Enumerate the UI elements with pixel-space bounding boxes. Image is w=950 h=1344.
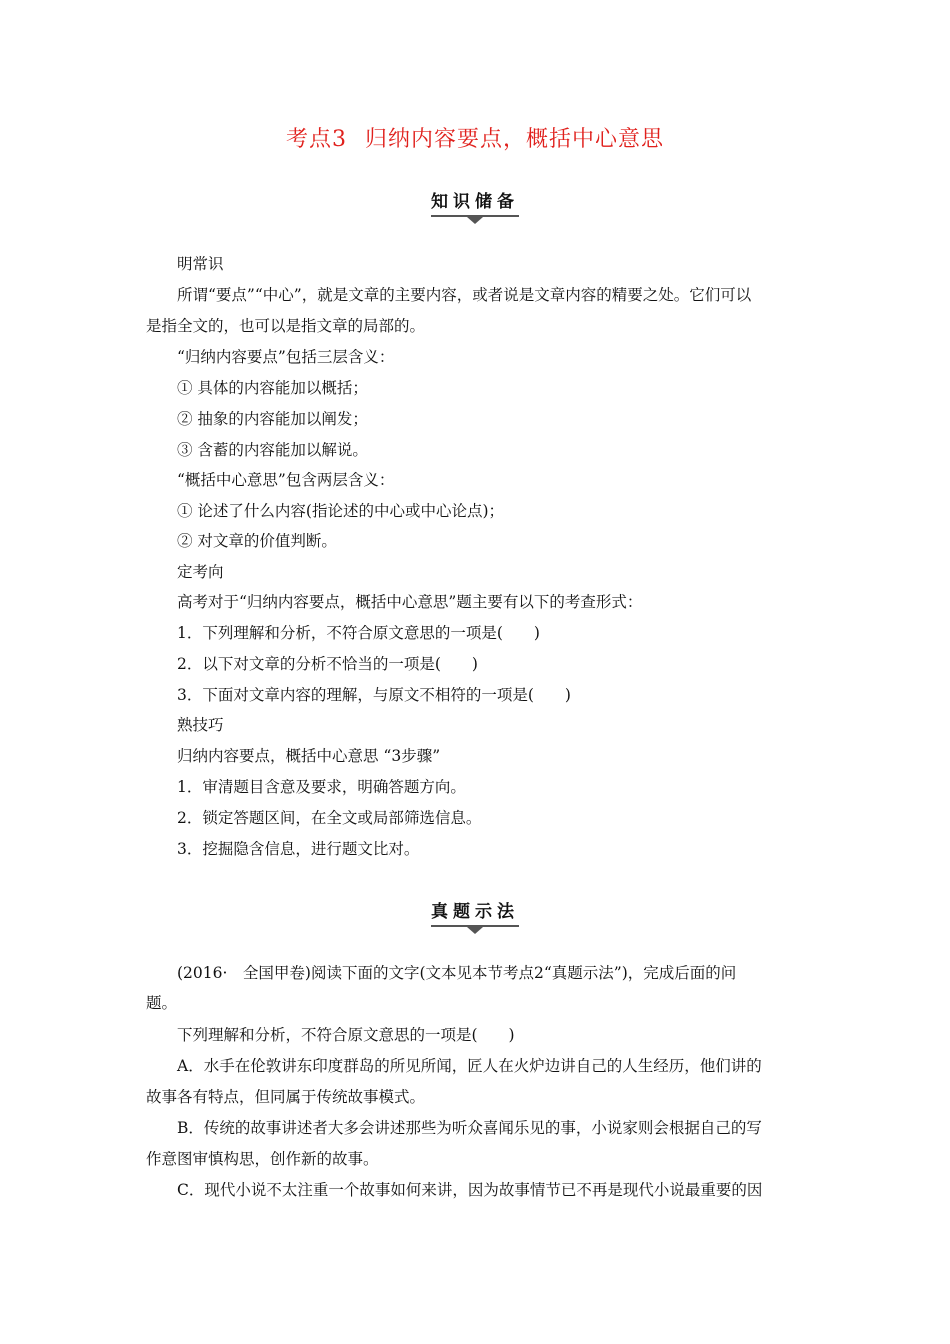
section-header-knowledge <box>0 187 950 224</box>
question-stem: 下列理解和分析，不符合原文意思的一项是( ) <box>177 1026 515 1044</box>
paragraph-line: (2016· 全国甲卷)阅读下面的文字(文本见本节考点2“真题示法”)，完成后面的问 <box>177 964 737 982</box>
option-b-continued: 作意图审慎构思，创作新的故事。 <box>146 1150 379 1168</box>
paragraph-line: 题。 <box>146 994 178 1012</box>
subheading-common-sense: 明常识 <box>177 255 224 273</box>
paragraph-line: “概括中心意思”包含两层含义： <box>177 471 395 489</box>
title-text: 归纳内容要点，概括中心意思 <box>364 127 664 152</box>
subheading-skills: 熟技巧 <box>177 716 224 734</box>
paragraph-line: 所谓“要点”“中心”，就是文章的主要内容，或者说是文章内容的精要之处。它们可以 <box>177 286 752 304</box>
page-title <box>0 122 950 153</box>
list-item: ① 具体的内容能加以概括； <box>177 379 368 397</box>
option-b: B．传统的故事讲述者大多会讲述那些为听众喜闻乐见的事，小说家则会根据自己的写 <box>177 1119 762 1137</box>
paragraph-line: “归纳内容要点”包括三层含义： <box>177 348 395 366</box>
title-number: 考点3 <box>285 127 347 152</box>
option-a: A．水手在伦敦讲东印度群岛的所见所闻，匠人在火炉边讲自己的人生经历，他们讲的 <box>177 1057 762 1075</box>
list-item: ① 论述了什么内容(指论述的中心或中心论点)； <box>177 502 505 520</box>
section-pointer-icon <box>467 217 483 224</box>
list-item: ② 抽象的内容能加以阐发； <box>177 410 368 428</box>
option-a-continued: 故事各有特点，但同属于传统故事模式。 <box>146 1088 426 1106</box>
list-item: ② 对文章的价值判断。 <box>177 532 337 550</box>
option-c: C．现代小说不太注重一个故事如何来讲，因为故事情节已不再是现代小说最重要的因 <box>177 1181 763 1199</box>
paragraph-line: 归纳内容要点，概括中心意思 “3步骤” <box>177 747 441 765</box>
section-header-examples <box>0 897 950 934</box>
paragraph-line: 是指全文的，也可以是指文章的局部的。 <box>146 317 426 335</box>
list-item: 3．挖掘隐含信息，进行题文比对。 <box>177 840 420 858</box>
list-item: 1．审清题目含意及要求，明确答题方向。 <box>177 778 466 796</box>
list-item: 3．下面对文章内容的理解，与原文不相符的一项是( ) <box>177 686 571 704</box>
section-label-knowledge: 知识储备 <box>431 187 519 217</box>
subheading-exam-direction: 定考向 <box>177 563 224 581</box>
list-item: 1．下列理解和分析，不符合原文意思的一项是( ) <box>177 624 540 642</box>
list-item: ③ 含蓄的内容能加以解说。 <box>177 441 368 459</box>
paragraph-line: 高考对于“归纳内容要点，概括中心意思”题主要有以下的考查形式： <box>177 593 643 611</box>
list-item: 2．锁定答题区间，在全文或局部筛选信息。 <box>177 809 482 827</box>
list-item: 2．以下对文章的分析不恰当的一项是( ) <box>177 655 478 673</box>
section-label-examples: 真题示法 <box>431 897 519 927</box>
section-pointer-icon <box>467 927 483 934</box>
